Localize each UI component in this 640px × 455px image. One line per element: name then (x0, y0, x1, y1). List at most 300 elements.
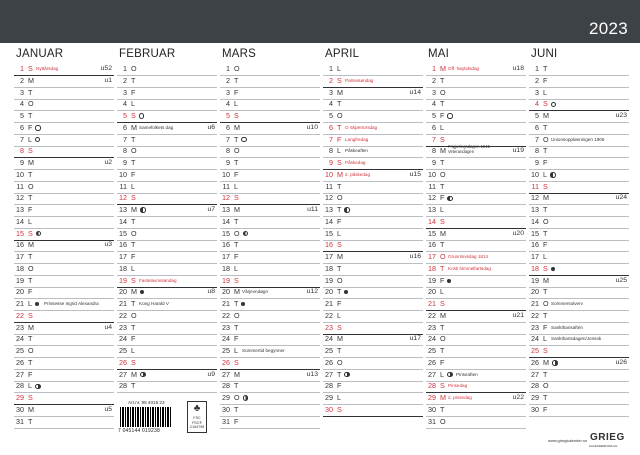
day-event: Sankthansdagen/Jonsok (551, 336, 602, 342)
weekday-letter: F (543, 322, 548, 332)
weekday-letter: L (337, 310, 341, 320)
day-number: 11 (428, 181, 436, 191)
weekday-letter: T (131, 134, 136, 144)
moon-phase-icon (241, 137, 246, 142)
day-number: 17 (16, 252, 24, 261)
weekday-letter: M (234, 205, 240, 214)
weekday-letter: M (440, 228, 446, 238)
weekday-letter: L (543, 252, 547, 261)
weekday-letter: T (440, 263, 445, 273)
weekday-letter: M (337, 252, 343, 261)
weekday-letter: L (28, 299, 32, 308)
weekday-letter: M (543, 111, 549, 120)
day-number: 23 (119, 322, 127, 332)
day-number: 15 (16, 228, 24, 238)
weekday-letter: L (28, 134, 32, 144)
day-number: 21 (119, 299, 127, 308)
day-number: 2 (432, 75, 436, 85)
day-number: 18 (119, 263, 127, 273)
day-number: 26 (531, 357, 539, 367)
week-number: u7 (207, 206, 215, 213)
week-number: u24 (615, 194, 627, 202)
weekday-letter: T (543, 146, 548, 156)
day-number: 25 (222, 346, 230, 355)
day-number: 24 (16, 334, 24, 344)
day-number: 29 (16, 393, 24, 402)
weekday-letter: T (337, 263, 342, 273)
week-number: u3 (104, 241, 112, 249)
weekday-letter: M (234, 369, 240, 379)
week-number: u11 (307, 206, 318, 213)
weekday-letter: L (543, 334, 547, 344)
day-number: 13 (222, 205, 230, 214)
weekday-letter: T (131, 75, 136, 85)
barcode (120, 407, 172, 427)
week-number: u13 (306, 370, 318, 378)
weekday-letter: O (543, 134, 549, 144)
month-name: MAI (428, 48, 450, 60)
weekday-letter: L (131, 99, 135, 109)
weekday-letter: F (543, 404, 548, 414)
weekday-letter: M (543, 193, 549, 203)
moon-phase-icon (243, 395, 249, 401)
weekday-letter: F (543, 75, 548, 85)
weekday-cell (28, 134, 40, 146)
weekday-letter: S (131, 111, 136, 120)
weekday-letter: O (28, 99, 34, 109)
weekday-letter: L (234, 346, 238, 355)
week-number: u20 (512, 229, 524, 237)
week-number: u2 (104, 159, 112, 166)
day-event: 2. pinsedag (448, 395, 472, 400)
weekday-letter: F (543, 240, 548, 250)
weekday-letter: T (28, 87, 33, 97)
day-number: 5 (123, 111, 127, 120)
day-number: 17 (325, 252, 333, 261)
day-number: 12 (16, 193, 24, 203)
day-number: 10 (531, 169, 539, 179)
weekday-letter: O (131, 146, 137, 156)
day-number: 8 (226, 146, 230, 156)
day-number: 21 (428, 299, 436, 308)
weekday-letter: M (440, 146, 446, 156)
weekday-letter: L (337, 64, 341, 73)
weekday-letter: F (440, 193, 445, 203)
weekday-letter: T (28, 111, 33, 120)
weekday-letter: F (337, 216, 342, 226)
weekday-letter: O (543, 299, 549, 308)
day-row (323, 404, 423, 417)
moon-phase-icon (243, 231, 249, 237)
day-number: 13 (428, 205, 436, 214)
day-number: 31 (428, 416, 436, 426)
weekday-letter: T (543, 122, 548, 132)
weekday-cell (234, 392, 248, 404)
month-column (323, 46, 423, 414)
weekday-letter: L (337, 146, 341, 156)
weekday-letter: M (131, 369, 137, 379)
weekday-letter: T (234, 216, 239, 226)
day-number: 31 (222, 416, 230, 426)
day-number: 19 (222, 275, 230, 285)
weekday-letter: L (337, 228, 341, 238)
day-event: Samefolkets dag (139, 124, 174, 130)
day-number: 15 (119, 228, 127, 238)
day-number: 9 (329, 158, 333, 167)
day-number: 11 (222, 181, 230, 191)
weekday-letter: S (543, 263, 548, 273)
day-number: 3 (432, 87, 436, 97)
weekday-letter: M (440, 310, 446, 320)
weekday-letter: O (337, 357, 343, 367)
day-event: Påskeaften (345, 148, 368, 154)
weekday-letter: S (234, 357, 239, 367)
moon-phase-icon (140, 290, 144, 294)
day-number: 26 (428, 357, 436, 367)
weekday-letter: F (131, 87, 136, 97)
weekday-letter: O (28, 346, 34, 355)
day-number: 25 (325, 346, 333, 355)
month-name: MARS (222, 48, 257, 60)
weekday-letter: O (440, 87, 446, 97)
day-number: 9 (432, 158, 436, 167)
weekday-letter: O (337, 193, 343, 203)
day-number: 13 (119, 205, 127, 214)
weekday-letter: S (28, 228, 33, 238)
month-column (426, 46, 526, 426)
day-number: 12 (222, 193, 230, 203)
day-number: 8 (535, 146, 539, 156)
day-row (117, 380, 217, 393)
day-number: 2 (20, 75, 24, 85)
weekday-letter: T (440, 181, 445, 191)
weekday-letter: T (234, 404, 239, 414)
weekday-letter: F (28, 205, 33, 214)
day-number: 11 (119, 181, 127, 191)
day-row (14, 416, 114, 429)
day-number: 17 (428, 252, 436, 261)
day-number: 20 (16, 287, 24, 297)
moon-phase-icon (344, 207, 350, 213)
day-number: 28 (531, 381, 539, 391)
day-number: 2 (226, 75, 230, 85)
day-number: 29 (222, 393, 230, 402)
day-number: 27 (222, 369, 230, 379)
weekday-letter: L (234, 181, 238, 191)
weekday-letter: S (28, 64, 33, 73)
day-number: 4 (123, 99, 127, 109)
day-number: 1 (535, 64, 539, 73)
day-number: 23 (325, 322, 333, 332)
month-column (529, 46, 629, 414)
weekday-letter: M (28, 75, 34, 85)
weekday-letter: S (543, 346, 548, 355)
weekday-cell (131, 369, 146, 381)
weekday-cell (440, 275, 451, 287)
day-number: 7 (329, 134, 333, 144)
day-number: 12 (119, 193, 127, 203)
day-number: 10 (428, 169, 436, 179)
weekday-letter: O (440, 334, 446, 344)
event-line: Veterandagen (448, 149, 475, 155)
weekday-letter: M (28, 240, 34, 250)
day-event: Pinsedag (448, 383, 468, 389)
day-row (529, 404, 629, 417)
day-number: 16 (16, 240, 24, 250)
moon-phase-icon (140, 372, 146, 378)
weekday-cell (543, 98, 556, 110)
weekday-letter: O (28, 181, 34, 191)
day-number: 1 (20, 64, 24, 73)
day-number: 11 (16, 181, 24, 191)
weekday-letter: T (131, 381, 136, 391)
week-number: u12 (306, 288, 318, 296)
weekday-cell (28, 228, 41, 240)
day-number: 17 (119, 252, 127, 261)
day-number: 16 (325, 240, 333, 250)
day-number: 21 (531, 299, 539, 308)
day-number: 3 (535, 87, 539, 97)
weekday-letter: M (440, 393, 446, 402)
day-number: 19 (531, 275, 539, 285)
day-number: 23 (16, 322, 24, 332)
day-number: 17 (531, 252, 539, 261)
weekday-letter: O (234, 393, 240, 402)
weekday-letter: S (337, 158, 342, 167)
weekday-letter: L (234, 263, 238, 273)
day-number: 23 (531, 322, 539, 332)
weekday-letter: M (234, 122, 240, 132)
weekday-letter: O (131, 64, 137, 73)
weekday-letter: M (234, 287, 240, 297)
weekday-letter: T (337, 122, 342, 132)
weekday-letter: L (28, 216, 32, 226)
day-number: 4 (432, 99, 436, 109)
month-name: FEBRUAR (119, 48, 176, 60)
weekday-letter: S (234, 111, 239, 120)
week-number: u16 (409, 253, 421, 260)
day-number: 22 (16, 310, 24, 320)
day-number: 8 (123, 146, 127, 156)
weekday-letter: M (543, 275, 549, 285)
week-number: u18 (512, 65, 524, 72)
weekday-letter: S (28, 310, 33, 320)
day-number: 6 (123, 122, 127, 132)
weekday-letter: T (337, 99, 342, 109)
weekday-letter: O (440, 252, 446, 261)
day-number: 16 (428, 240, 436, 250)
weekday-letter: T (440, 322, 445, 332)
day-number: 28 (325, 381, 333, 391)
day-number: 15 (531, 228, 539, 238)
day-number: 14 (119, 216, 127, 226)
weekday-cell (28, 298, 39, 310)
weekday-letter: M (337, 334, 343, 344)
day-number: 27 (16, 369, 24, 379)
day-number: 19 (325, 275, 333, 285)
day-number: 14 (531, 216, 539, 226)
day-event: Langfredag (345, 136, 369, 142)
day-number: 5 (535, 111, 539, 120)
weekday-letter: F (337, 134, 342, 144)
article-number: Art.nr. 98 4019 23 (128, 400, 165, 405)
day-number: 29 (531, 393, 539, 402)
weekday-letter: O (543, 381, 549, 391)
day-number: 24 (222, 334, 230, 344)
weekday-letter: M (440, 64, 446, 73)
day-event: Off. høytidsdag (448, 66, 480, 71)
day-number: 7 (535, 134, 539, 144)
weekday-letter: M (28, 322, 34, 332)
day-number: 7 (226, 134, 230, 144)
weekday-letter: T (28, 416, 33, 426)
day-number: 5 (432, 111, 436, 120)
day-number: 28 (222, 381, 230, 391)
day-number: 29 (428, 393, 436, 402)
weekday-letter: S (337, 322, 342, 332)
website-url: www.griegkalender.no (548, 438, 588, 443)
day-number: 7 (123, 134, 127, 144)
weekday-letter: T (131, 240, 136, 250)
month-name: JUNI (531, 48, 558, 60)
day-number: 11 (325, 181, 333, 191)
weekday-letter: T (543, 393, 548, 402)
weekday-cell (234, 228, 248, 240)
day-number: 5 (20, 111, 24, 120)
weekday-letter: S (337, 75, 342, 85)
day-event: O Skjærtorsdag (345, 124, 378, 130)
weekday-letter: S (337, 240, 342, 250)
day-number: 17 (222, 252, 230, 261)
day-number: 6 (535, 122, 539, 132)
day-number: 18 (222, 263, 230, 273)
moon-phase-icon (447, 279, 451, 283)
weekday-letter: T (28, 169, 33, 179)
day-number: 25 (531, 346, 539, 355)
day-number: 24 (119, 334, 127, 344)
day-number: 7 (432, 134, 436, 144)
week-number: u6 (207, 123, 215, 131)
fsc-logo (187, 401, 207, 433)
weekday-letter: L (337, 393, 341, 402)
weekday-letter: F (440, 111, 445, 120)
day-number: 3 (123, 87, 127, 97)
weekday-letter: M (543, 357, 549, 367)
week-number: u26 (615, 358, 627, 366)
day-number: 12 (428, 193, 436, 203)
day-number: 28 (16, 381, 24, 391)
week-number: u25 (615, 276, 627, 284)
day-number: 20 (222, 287, 230, 297)
day-number: 9 (226, 158, 230, 167)
day-number: 26 (16, 357, 24, 367)
weekday-letter: T (131, 322, 136, 332)
weekday-letter: F (131, 252, 136, 261)
week-number: u17 (409, 335, 421, 343)
weekday-letter: S (337, 404, 342, 414)
day-number: 14 (222, 216, 230, 226)
day-number: 20 (428, 287, 436, 297)
weekday-letter: L (28, 381, 32, 391)
event-line: Frigjøringsdagen 1945 (448, 144, 490, 150)
day-number: 21 (16, 299, 24, 308)
day-event: Nyttårsdag (36, 66, 59, 71)
day-number: 3 (226, 87, 230, 97)
weekday-letter: O (28, 263, 34, 273)
day-number: 14 (428, 216, 436, 226)
day-number: 23 (222, 322, 230, 332)
day-number: 1 (329, 64, 333, 73)
day-number: 20 (119, 287, 127, 297)
weekday-letter: F (234, 169, 239, 179)
weekday-letter: T (543, 228, 548, 238)
weekday-letter: F (543, 158, 548, 167)
weekday-letter: T (543, 205, 548, 214)
day-number: 16 (222, 240, 230, 250)
weekday-letter: S (543, 99, 548, 109)
weekday-letter: T (28, 252, 33, 261)
day-number: 27 (428, 369, 436, 379)
week-number: u8 (207, 288, 215, 296)
day-number: 4 (226, 99, 230, 109)
day-number: 21 (325, 299, 333, 308)
weekday-cell (234, 298, 245, 310)
weekday-cell (337, 204, 350, 216)
weekday-cell (131, 204, 146, 216)
weekday-letter: L (440, 287, 444, 297)
weekday-letter: F (234, 334, 239, 344)
week-number: u21 (512, 311, 524, 319)
day-number: 15 (428, 228, 436, 238)
day-event: Påskedag (345, 160, 366, 165)
weekday-letter: T (440, 99, 445, 109)
day-number: 2 (123, 75, 127, 85)
month-column (14, 46, 114, 426)
weekday-cell (543, 357, 558, 369)
weekday-letter: L (543, 87, 547, 97)
weekday-letter: L (131, 181, 135, 191)
day-number: 10 (119, 169, 127, 179)
day-number: 30 (16, 404, 24, 414)
moon-phase-icon (551, 102, 556, 107)
day-number: 15 (325, 228, 333, 238)
day-event: Grunnlovsdag 1814 (448, 254, 489, 259)
day-row (426, 416, 526, 429)
week-number: u4 (104, 323, 112, 331)
weekday-letter: F (234, 416, 239, 426)
moon-phase-icon (36, 231, 42, 237)
weekday-letter: F (28, 287, 33, 297)
day-number: 21 (222, 299, 230, 308)
weekday-letter: F (28, 369, 33, 379)
week-number: u52 (100, 65, 112, 72)
day-number: 16 (531, 240, 539, 250)
week-number: u22 (512, 394, 524, 401)
weekday-letter: S (543, 181, 548, 191)
day-number: 16 (119, 240, 127, 250)
year-title: 2023 (588, 19, 628, 38)
weekday-letter: S (440, 299, 445, 308)
day-number: 30 (428, 404, 436, 414)
weekday-letter: S (234, 275, 239, 285)
day-number: 12 (325, 193, 333, 203)
day-event: Sommersolverv (551, 301, 583, 306)
weekday-letter: L (131, 346, 135, 355)
fsc-license: FSC® C164798 (189, 420, 205, 429)
weekday-letter: O (131, 310, 137, 320)
day-number: 9 (123, 158, 127, 167)
day-number: 24 (325, 334, 333, 344)
